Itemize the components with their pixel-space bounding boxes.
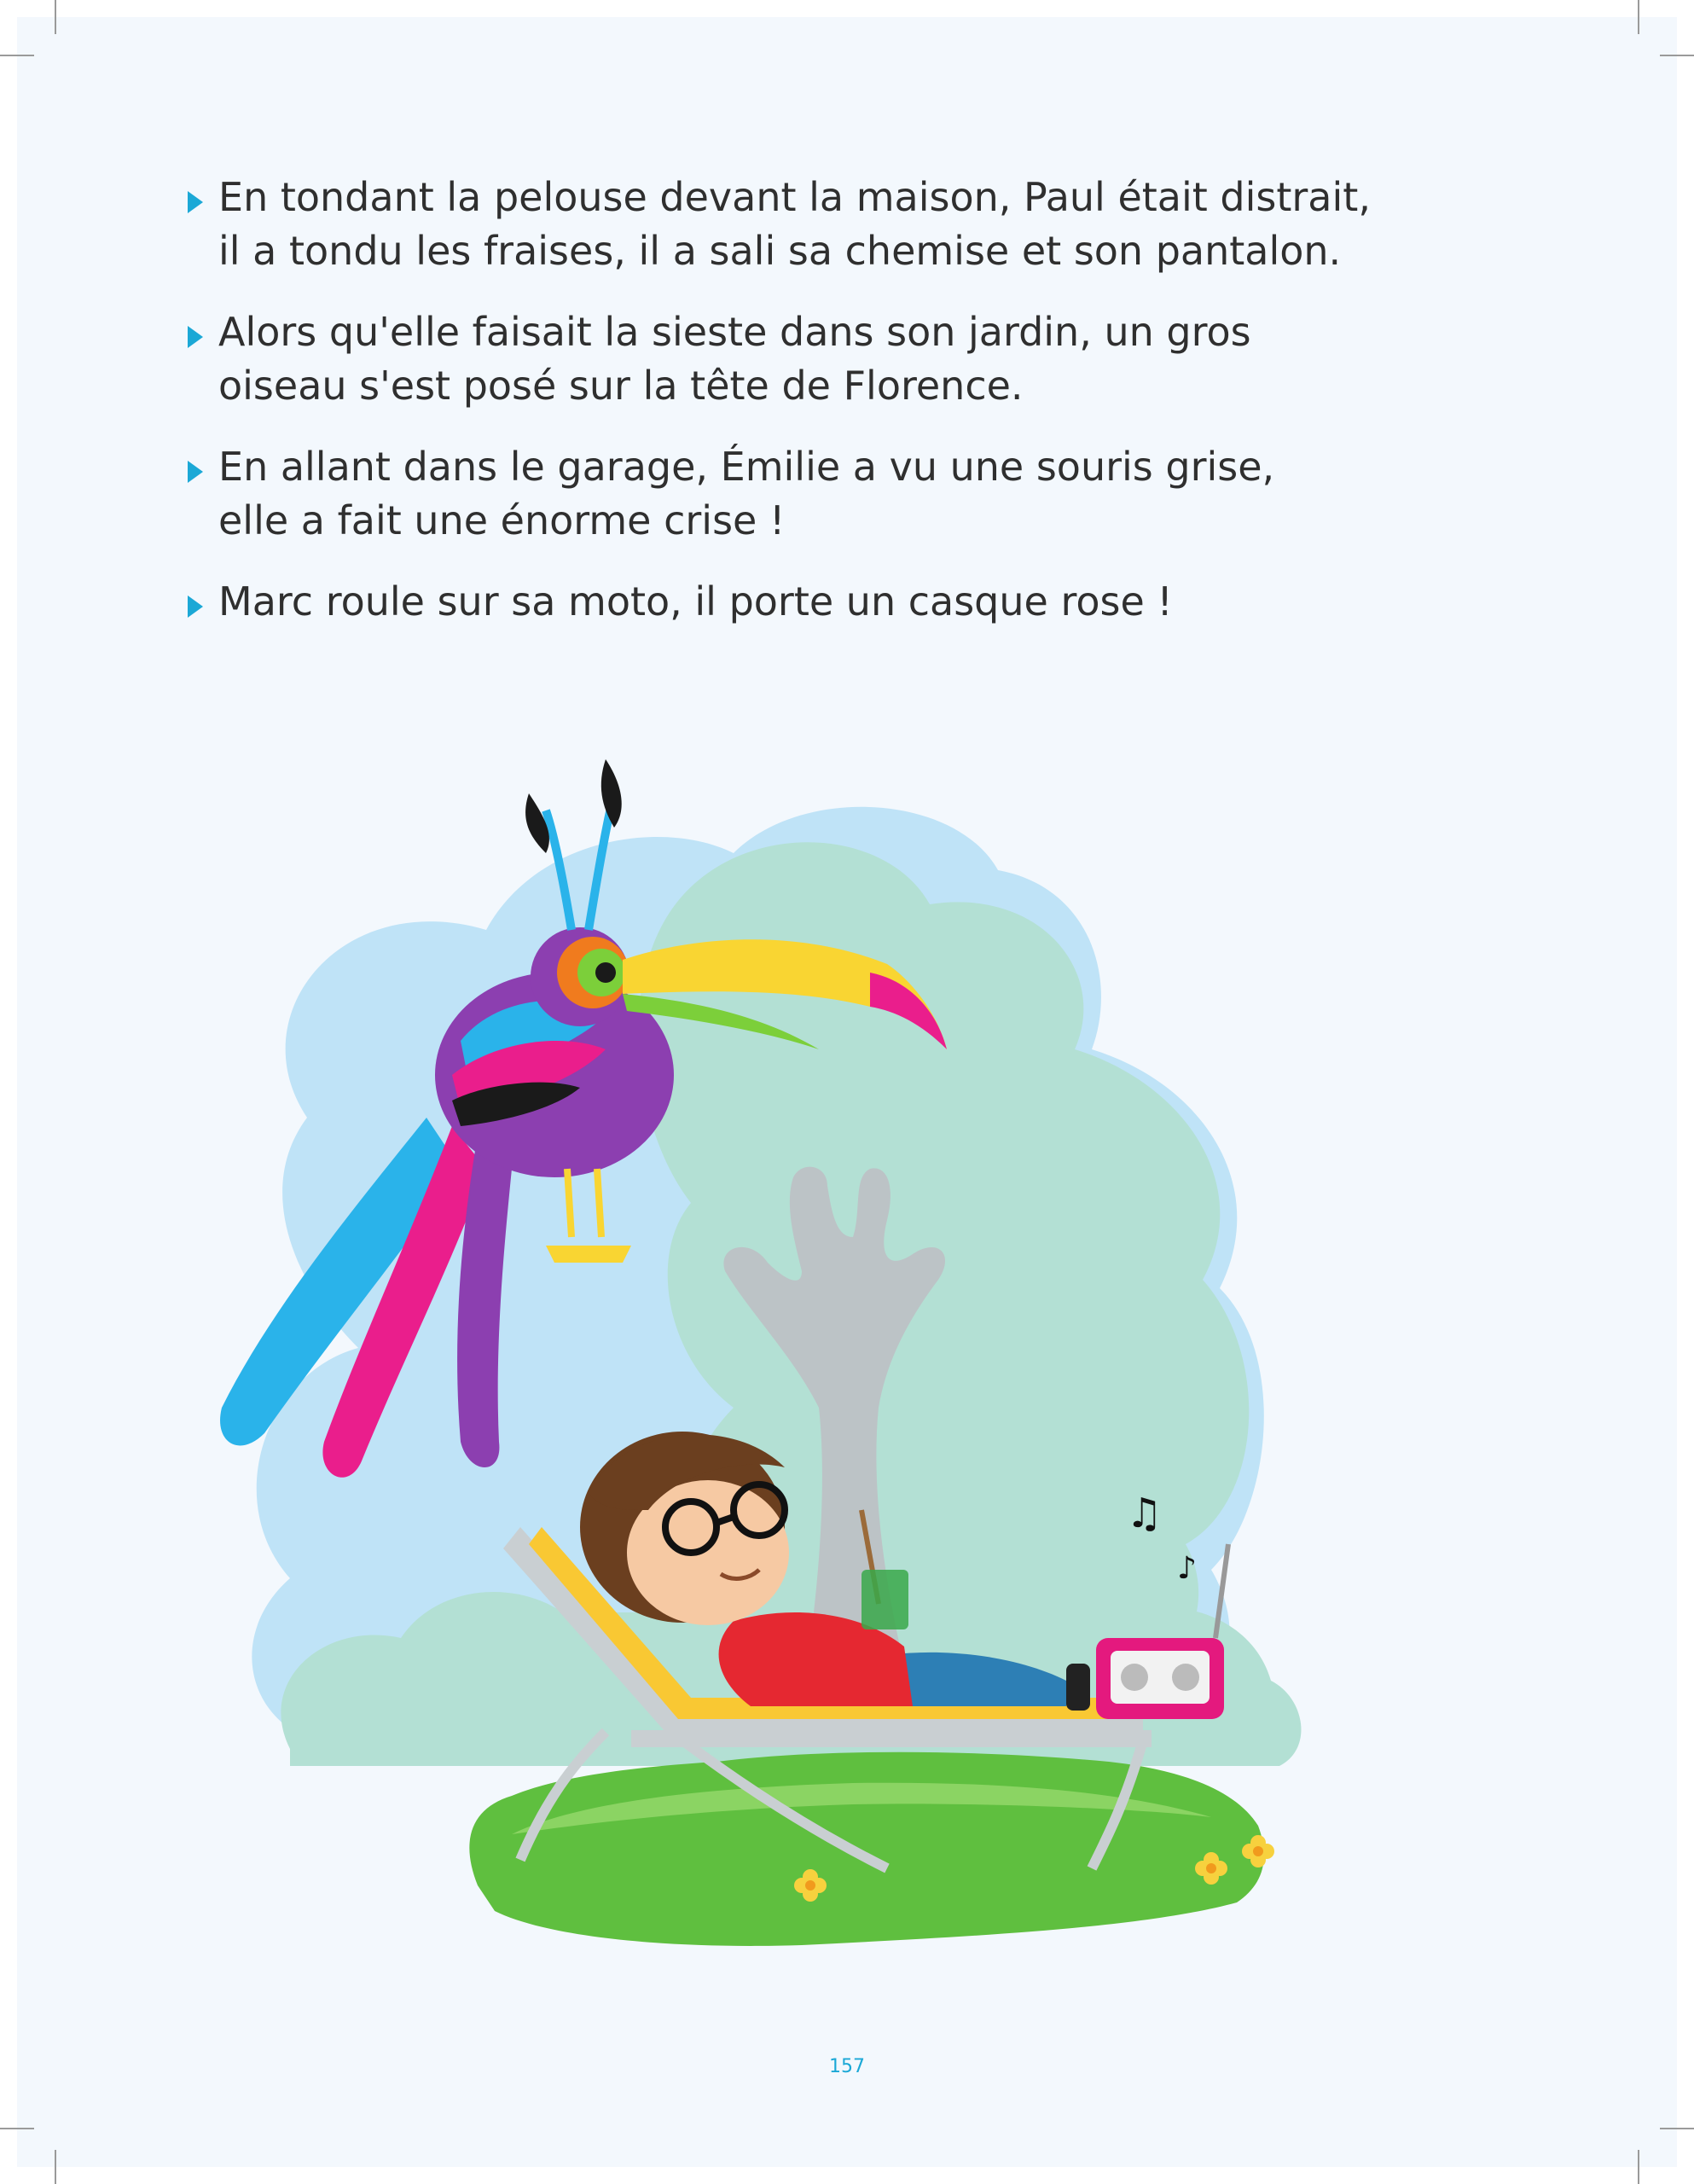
grass	[469, 1752, 1264, 1946]
sentence-item	[188, 305, 1518, 413]
crop-mark	[1660, 2128, 1694, 2129]
crop-mark	[55, 2150, 56, 2184]
triangle-bullet-icon	[188, 326, 203, 348]
page-number: 157	[829, 2056, 865, 2077]
sentence-item	[188, 575, 1518, 629]
svg-text:♫: ♫	[1126, 1490, 1163, 1537]
crop-mark	[55, 0, 56, 34]
triangle-bullet-icon	[188, 191, 203, 213]
sentence-list	[188, 171, 1518, 656]
garden-illustration	[205, 759, 1484, 1988]
triangle-bullet-icon	[188, 595, 203, 618]
shoe	[1066, 1664, 1090, 1711]
sentence-item	[188, 440, 1518, 548]
crop-mark	[1638, 2150, 1639, 2184]
triangle-bullet-icon	[188, 461, 203, 483]
crop-mark	[1638, 0, 1639, 34]
svg-text:♪: ♪	[1177, 1551, 1197, 1586]
crop-mark	[1660, 55, 1694, 56]
sentence-line: oiseau s'est posé sur la tête de Florence.	[218, 363, 1024, 409]
crop-mark	[0, 55, 34, 56]
crop-mark	[0, 2128, 34, 2129]
sentence-line: Marc roule sur sa moto, il porte un casque rose !	[218, 578, 1173, 624]
sentence-line: elle a fait une énorme crise !	[218, 497, 786, 543]
sentence-line: il a tondu les fraises, il a sali sa chemise et son pantalon.	[218, 228, 1342, 274]
sentence-line: En allant dans le garage, Émilie a vu une souris grise,	[218, 444, 1275, 490]
sentence-line: Alors qu'elle faisait la sieste dans son jardin, un gros	[218, 309, 1251, 355]
sentence-item	[188, 171, 1518, 278]
sentence-line: En tondant la pelouse devant la maison, Paul était distrait,	[218, 174, 1371, 220]
